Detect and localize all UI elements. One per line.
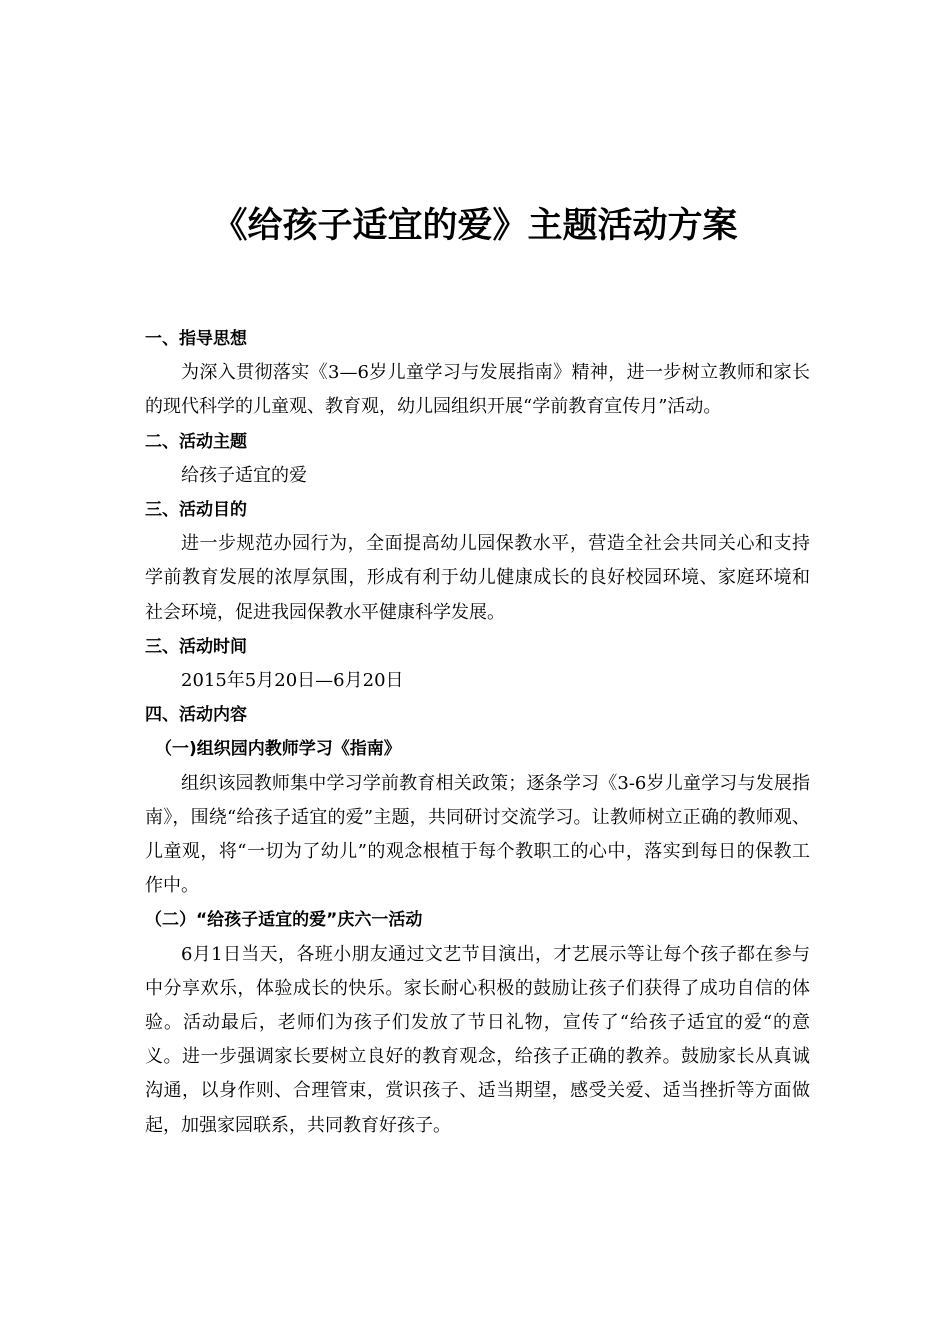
section-text-guiding-thought: 为深入贯彻落实《3—6岁儿童学习与发展指南》精神，进一步树立教师和家长的现代科学的儿童观、教育观，幼儿园组织开展“学前教育宣传月”活动。 bbox=[145, 362, 810, 418]
subsection-text-childrens-day: 6月1日当天，各班小朋友通过文艺节目演出，才艺展示等让每个孩子都在参与中分享欢乐，体验成长的快乐。家长耐心积极的鼓励让孩子们获得了成功自信的体验。活动最后，老师们为孩子们发放了节日礼物，宣传了“给孩子适宜的爱“的意义。进一步强调家长要树立良好的教育观念，给孩子正确的教养。鼓励家长从真诚沟通，以身作则、合理管束，赏识孩子、适当期望，感受关爱、适当挫折等方面做起，加强家园联系，共同教育好孩子。 bbox=[145, 943, 810, 1136]
section-heading-activity-content: 四、活动内容 bbox=[145, 705, 247, 726]
subsection-heading-teacher-study: （一)组织园内教师学习《指南》 bbox=[155, 739, 401, 760]
section-text-activity-purpose: 进一步规范办园行为，全面提高幼儿园保教水平，营造全社会共同关心和支持学前教育发展的浓厚氛围，形成有利于幼儿健康成长的良好校园环境、家庭环境和社会环境，促进我园保教水平健康科学发展。 bbox=[145, 533, 810, 623]
document-body bbox=[145, 322, 810, 1143]
section-text-activity-theme: 给孩子适宜的爱 bbox=[181, 464, 307, 486]
subsection-heading-childrens-day: （二）“给孩子适宜的爱”庆六一活动 bbox=[145, 910, 423, 931]
section-heading-activity-time: 三、活动时间 bbox=[145, 636, 247, 657]
document-title: 《给孩子适宜的爱》主题活动方案 bbox=[212, 206, 738, 246]
subsection-text-teacher-study: 组织该园教师集中学习学前教育相关政策；逐条学习《3-6岁儿童学习与发展指南》，围绕“给孩子适宜的爱”主题，共同研讨交流学习。让教师树立正确的教师观、儿童观，将“一切为了幼儿”的观念根植于每个教职工的心中，落实到每日的保教工作中。 bbox=[145, 772, 810, 897]
section-text-activity-time: 2015年5月20日—6月20日 bbox=[181, 670, 404, 692]
section-heading-activity-purpose: 三、活动目的 bbox=[145, 500, 247, 521]
section-heading-activity-theme: 二、活动主题 bbox=[145, 431, 247, 452]
section-heading-guiding-thought: 一、指导思想 bbox=[145, 329, 247, 349]
